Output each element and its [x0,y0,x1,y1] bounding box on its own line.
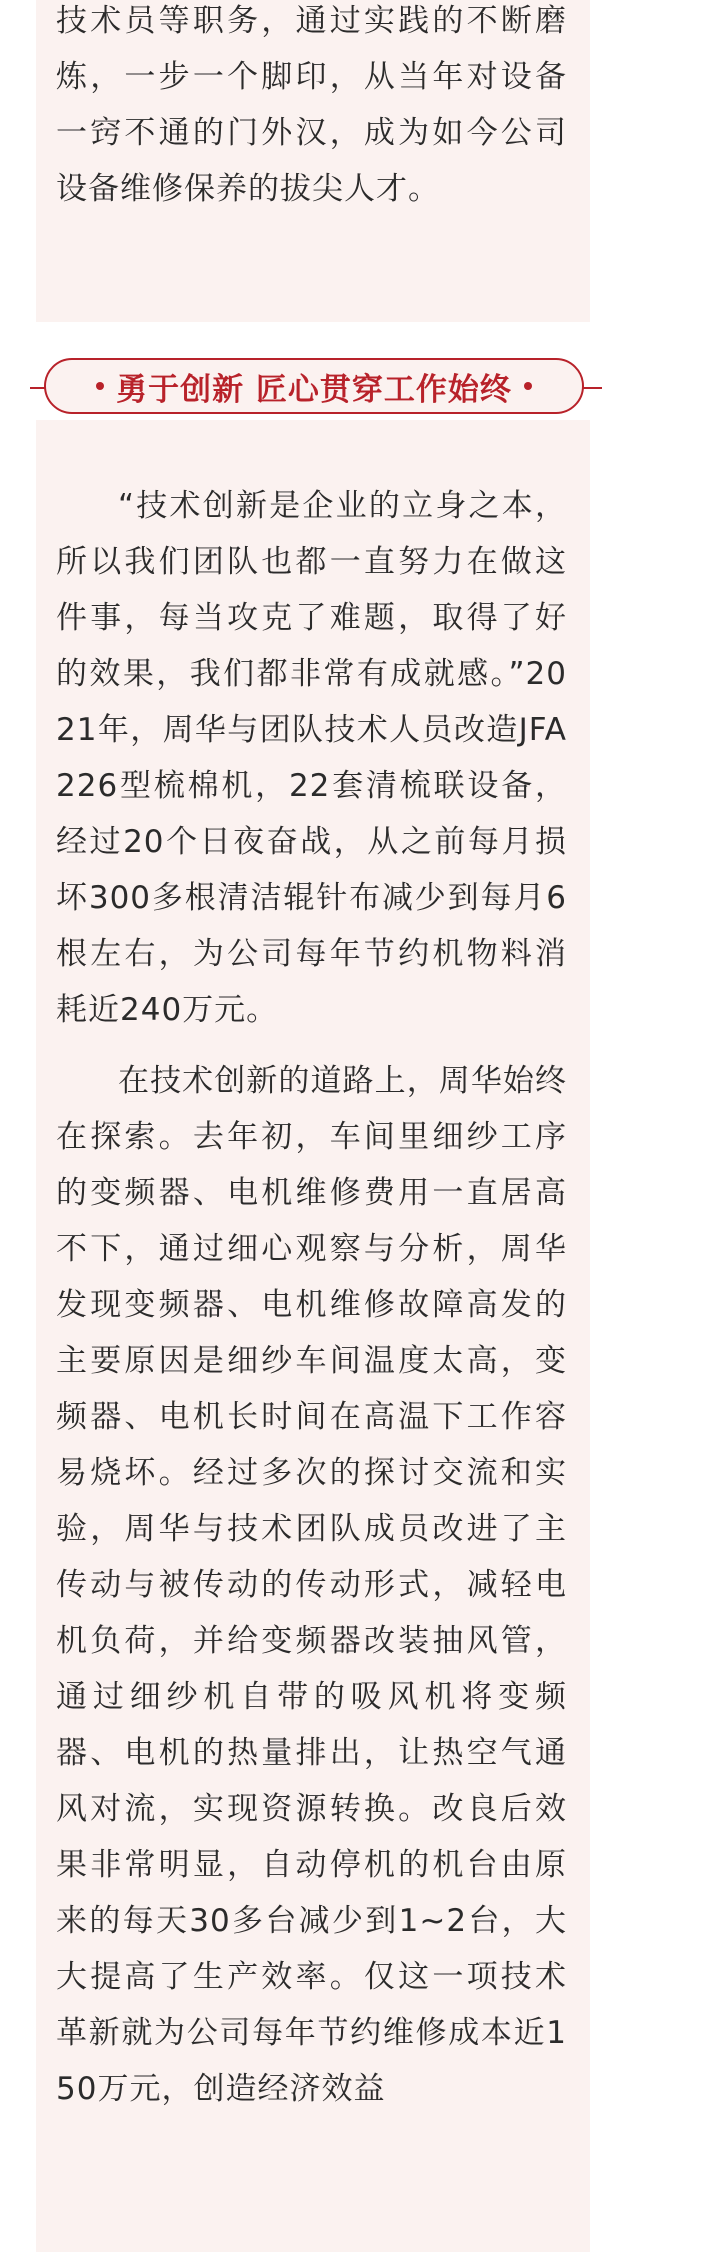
section-heading-frame [44,358,584,414]
section-heading: 勇于创新 匠心贯穿工作始终 [116,371,512,408]
article-paragraph: “技术创新是企业的立身之本，所以我们团队也都一直努力在做这件事，每当攻克了难题，取得了好的效果，我们都非常有成就感。”2021年，周华与团队技术人员改造JFA226型梳棉机，22套清梳联设备，经过20个日夜奋战，从之前每月损坏300多根清洁辊针布减少到每月6根左右，为公司每年节约机物料消耗近240万元。 [56,488,567,1028]
bullet-dot-icon [524,382,532,390]
article-paragraph: 在技术创新的道路上，周华始终在探索。去年初，车间里细纱工序的变频器、电机维修费用一直居高不下，通过细心观察与分析，周华发现变频器、电机维修故障高发的主要原因是细纱车间温度太高，变频器、电机长时间在高温下工作容易烧坏。经过多次的探讨交流和实验，周华与技术团队成员改进了主传动与被传动的传动形式，减轻电机负荷，并给变频器改装抽风管，通过细纱机自带的吸风机将变频器、电机的热量排出，让热空气通风对流，实现资源转换。改良后效果非常明显，自动停机的机台由原来的每天30多台减少到1~2台，大大提高了生产效率。仅这一项技术革新就为公司每年节约维修成本近150万元，创造经济效益 [56,1063,567,2107]
bullet-dot-icon [96,382,104,390]
intro-card [36,0,590,322]
intro-paragraph: 技术员等职务，通过实践的不断磨炼，一步一个脚印，从当年对设备一窍不通的门外汉，成为如今公司设备维修保养的拔尖人才。 [56,3,567,207]
section-heading-banner [30,358,596,418]
article-card [36,420,590,2252]
